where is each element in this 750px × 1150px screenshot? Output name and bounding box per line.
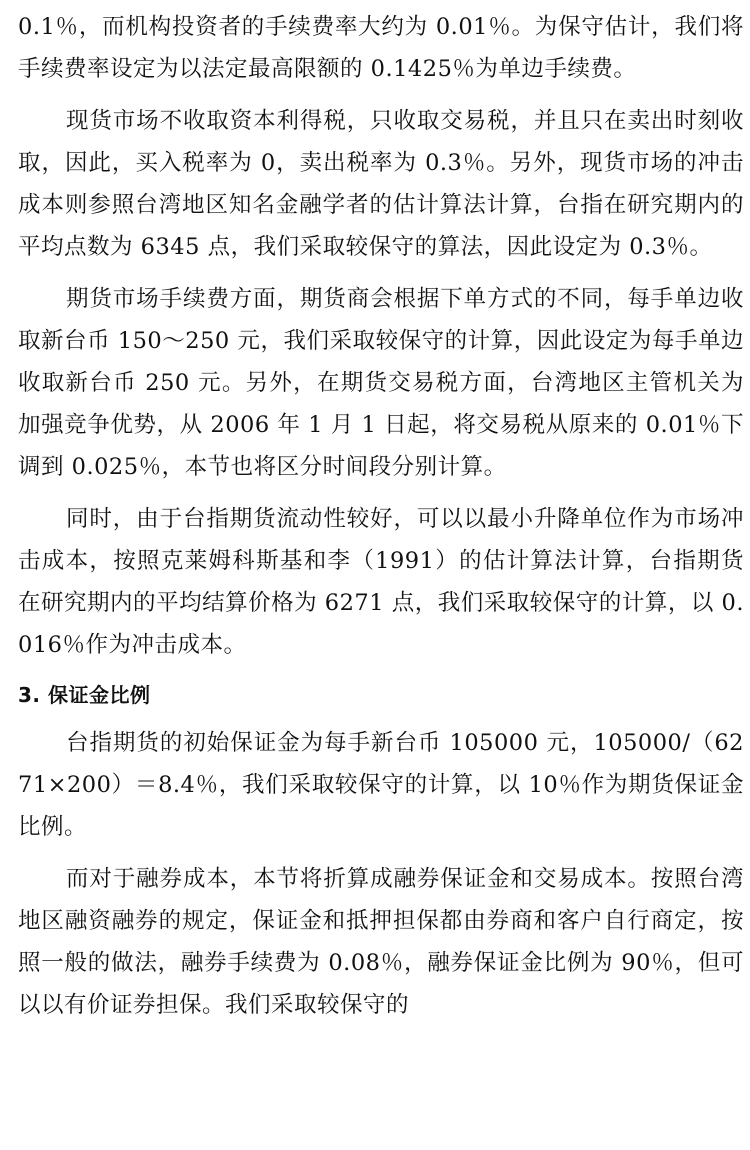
paragraph-futures-impact-cost: 同时，由于台指期货流动性较好，可以以最小升降单位作为市场冲击成本，按照克莱姆科斯基和李（1991）的估计算法计算，台指期货在研究期内的平均结算价格为 6271 点，我们采取较保守的计算，以 0.016％作为冲击成本。 <box>18 506 744 658</box>
paragraph-initial-margin: 台指期货的初始保证金为每手新台币 105000 元，105000/（6271×200）＝8.4％，我们采取较保守的计算，以 10％作为期货保证金比例。 <box>18 730 744 840</box>
section-heading-margin-ratio: 3. 保证金比例 <box>18 683 151 707</box>
paragraph-futures-fee: 期货市场手续费方面，期货商会根据下单方式的不同，每手单边收取新台币 150～250 元，我们采取较保守的计算，因此设定为每手单边收取新台币 250 元。另外，在期货交易税方面，台湾地区主管机关为加强竞争优势，从 2006 年 1 月 1 日起，将交易税从原来的 0.01％下调到 0.025％，本节也将区分时间段分别计算。 <box>18 286 744 480</box>
paragraph-spot-market-tax: 现货市场不收取资本利得税，只收取交易税，并且只在卖出时刻收取，因此，买入税率为 0，卖出税率为 0.3％。另外，现货市场的冲击成本则参照台湾地区知名金融学者的估计算法计算，台指在研究期内的平均点数为 6345 点，我们采取较保守的算法，因此设定为 0.3％。 <box>18 108 744 260</box>
paragraph-short-selling-cost: 而对于融券成本，本节将折算成融券保证金和交易成本。按照台湾地区融资融券的规定，保证金和抵押担保都由券商和客户自行商定，按照一般的做法，融券手续费为 0.08％，融券保证金比例为 90％，但可以以有价证券担保。我们采取较保守的 <box>18 866 744 1018</box>
document-page <box>18 6 744 1036</box>
paragraph-fee-rate: 0.1％，而机构投资者的手续费率大约为 0.01％。为保守估计，我们将手续费率设定为以法定最高限额的 0.1425％为单边手续费。 <box>18 14 744 82</box>
